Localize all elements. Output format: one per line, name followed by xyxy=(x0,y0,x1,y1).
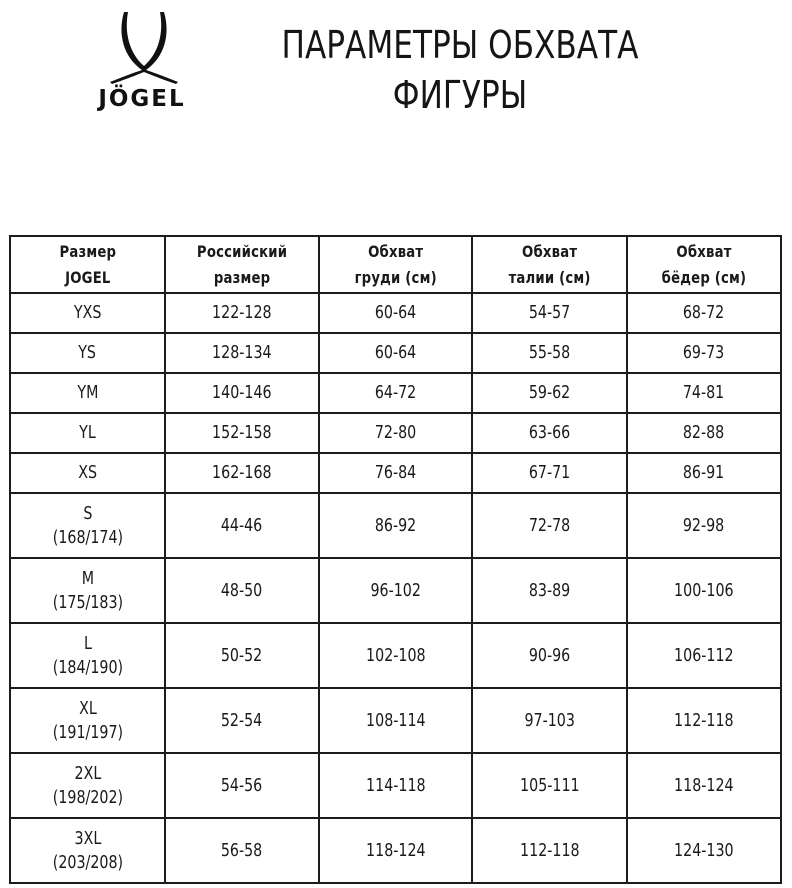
cell-chest: 108-114 xyxy=(319,688,472,753)
cell-chest: 102-108 xyxy=(319,623,472,688)
cell-ru-size: 128-134 xyxy=(165,333,319,373)
table-row xyxy=(10,753,781,818)
header-jogel-size: Размер JOGEL xyxy=(10,236,165,293)
cell-ru-size: 140-146 xyxy=(165,373,319,413)
cell-waist: 97-103 xyxy=(472,688,627,753)
table-row xyxy=(10,623,781,688)
cell-waist: 112-118 xyxy=(472,818,627,883)
cell-chest: 86-92 xyxy=(319,493,472,558)
cell-hips: 124-130 xyxy=(627,818,781,883)
cell-size: XL (191/197) xyxy=(10,688,165,753)
cell-ru-size: 44-46 xyxy=(165,493,319,558)
cell-size: L (184/190) xyxy=(10,623,165,688)
jogel-swoosh-icon xyxy=(84,8,200,84)
header-russian-size: Российский размер xyxy=(165,236,319,293)
table-row xyxy=(10,333,781,373)
page-title xyxy=(263,20,657,120)
cell-chest: 64-72 xyxy=(319,373,472,413)
table-row xyxy=(10,293,781,333)
title-line-1: ПАРАМЕТРЫ ОБХВАТА xyxy=(281,23,639,67)
cell-size: YXS xyxy=(10,293,165,333)
cell-chest: 60-64 xyxy=(319,293,472,333)
cell-chest: 76-84 xyxy=(319,453,472,493)
cell-waist: 63-66 xyxy=(472,413,627,453)
cell-chest: 60-64 xyxy=(319,333,472,373)
cell-ru-size: 50-52 xyxy=(165,623,319,688)
cell-ru-size: 48-50 xyxy=(165,558,319,623)
cell-waist: 105-111 xyxy=(472,753,627,818)
cell-waist: 90-96 xyxy=(472,623,627,688)
cell-ru-size: 152-158 xyxy=(165,413,319,453)
cell-size: S (168/174) xyxy=(10,493,165,558)
cell-hips: 69-73 xyxy=(627,333,781,373)
cell-hips: 92-98 xyxy=(627,493,781,558)
cell-ru-size: 162-168 xyxy=(165,453,319,493)
cell-hips: 112-118 xyxy=(627,688,781,753)
table-row xyxy=(10,453,781,493)
cell-waist: 55-58 xyxy=(472,333,627,373)
cell-size: YL xyxy=(10,413,165,453)
cell-hips: 74-81 xyxy=(627,373,781,413)
brand-logo xyxy=(84,8,200,116)
table-row xyxy=(10,688,781,753)
cell-waist: 54-57 xyxy=(472,293,627,333)
cell-hips: 100-106 xyxy=(627,558,781,623)
cell-chest: 114-118 xyxy=(319,753,472,818)
header-hips: Обхват бёдер (см) xyxy=(627,236,781,293)
cell-waist: 67-71 xyxy=(472,453,627,493)
table-row xyxy=(10,558,781,623)
cell-size: 2XL (198/202) xyxy=(10,753,165,818)
cell-waist: 72-78 xyxy=(472,493,627,558)
cell-size: 3XL (203/208) xyxy=(10,818,165,883)
cell-hips: 68-72 xyxy=(627,293,781,333)
title-line-2: ФИГУРЫ xyxy=(392,73,528,117)
cell-chest: 72-80 xyxy=(319,413,472,453)
cell-ru-size: 52-54 xyxy=(165,688,319,753)
cell-ru-size: 56-58 xyxy=(165,818,319,883)
cell-size: YM xyxy=(10,373,165,413)
table-row xyxy=(10,493,781,558)
header-waist: Обхват талии (см) xyxy=(472,236,627,293)
cell-chest: 96-102 xyxy=(319,558,472,623)
cell-hips: 82-88 xyxy=(627,413,781,453)
size-table xyxy=(9,235,782,884)
cell-waist: 59-62 xyxy=(472,373,627,413)
cell-hips: 86-91 xyxy=(627,453,781,493)
cell-ru-size: 54-56 xyxy=(165,753,319,818)
table-row xyxy=(10,413,781,453)
cell-hips: 118-124 xyxy=(627,753,781,818)
table-row xyxy=(10,373,781,413)
cell-size: YS xyxy=(10,333,165,373)
table-header-row xyxy=(10,236,781,293)
cell-size: M (175/183) xyxy=(10,558,165,623)
header-chest: Обхват груди (см) xyxy=(319,236,472,293)
brand-wordmark: JÖGEL xyxy=(98,86,186,112)
cell-chest: 118-124 xyxy=(319,818,472,883)
table-row xyxy=(10,818,781,883)
cell-hips: 106-112 xyxy=(627,623,781,688)
cell-size: XS xyxy=(10,453,165,493)
cell-waist: 83-89 xyxy=(472,558,627,623)
cell-ru-size: 122-128 xyxy=(165,293,319,333)
